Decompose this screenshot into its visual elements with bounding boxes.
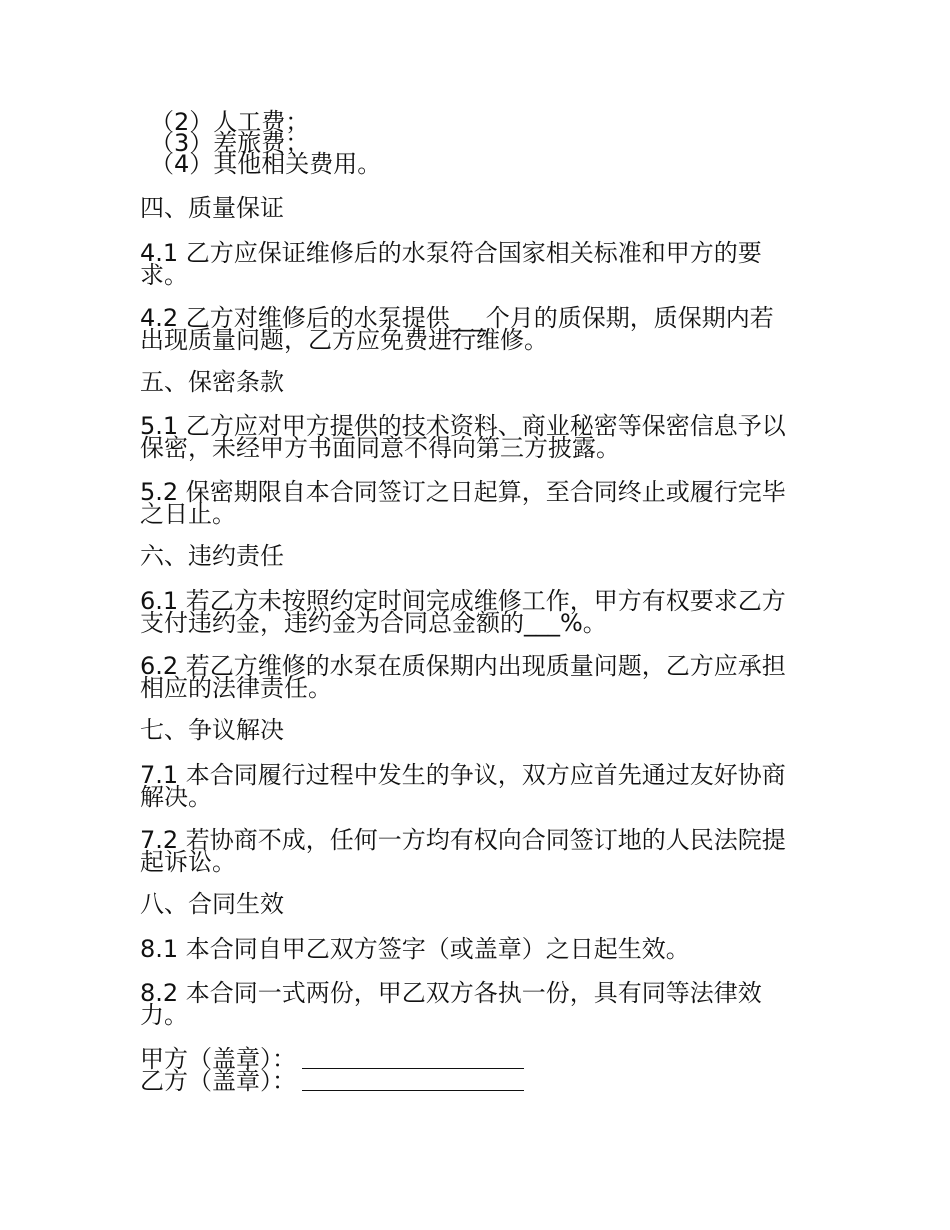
clause-4-2-line1: 4.2 乙方对维修后的水泵提供___个月的质保期，质保期内若 [140,304,774,332]
section-heading-liability: 六、违约责任 [140,542,284,570]
signature-party-b [140,1068,524,1093]
fee-item-labor: （2）人工费； [150,108,310,136]
clause-5-1-line2: 保密，未经甲方书面同意不得向第三方披露。 [140,434,620,462]
clause-4-2-line2: 出现质量问题，乙方应免费进行维修。 [140,326,548,354]
signature-party-b-label: 乙方（盖章）： [140,1067,296,1095]
clause-7-2-line1: 7.2 若协商不成，任何一方均有权向合同签订地的人民法院提 [140,826,786,854]
section-heading-confidentiality: 五、保密条款 [140,368,284,396]
section-heading-dispute: 七、争议解决 [140,716,284,744]
clause-6-1-line1: 6.1 若乙方未按照约定时间完成维修工作，甲方有权要求乙方 [140,587,786,615]
clause-5-1-line1: 5.1 乙方应对甲方提供的技术资料、商业秘密等保密信息予以 [140,412,786,440]
clause-6-1-line2: 支付违约金，违约金为合同总金额的___%。 [140,609,607,637]
clause-8-2-line2: 力。 [140,1001,188,1029]
fee-item-travel: （3）差旅费； [150,129,310,157]
clause-7-2-line2: 起诉讼。 [140,848,236,876]
section-heading-quality: 四、质量保证 [140,194,284,222]
clause-6-2-line2: 相应的法律责任。 [140,674,332,702]
clause-4-1-line2: 求。 [140,261,188,289]
clause-6-2-line1: 6.2 若乙方维修的水泵在质保期内出现质量问题，乙方应承担 [140,652,786,680]
clause-7-1-line1: 7.1 本合同履行过程中发生的争议，双方应首先通过友好协商 [140,761,786,789]
clause-4-1-line1: 4.1 乙方应保证维修后的水泵符合国家相关标准和甲方的要 [140,239,762,267]
clause-8-2-line1: 8.2 本合同一式两份，甲乙双方各执一份，具有同等法律效 [140,979,762,1007]
clause-7-1-line2: 解决。 [140,783,212,811]
signature-party-a-line[interactable] [302,1046,524,1069]
fee-item-other: （4）其他相关费用。 [150,150,382,178]
clause-8-1-line1: 8.1 本合同自甲乙双方签字（或盖章）之日起生效。 [140,935,690,963]
section-heading-effectiveness: 八、合同生效 [140,890,284,918]
clause-5-2-line1: 5.2 保密期限自本合同签订之日起算，至合同终止或履行完毕 [140,478,786,506]
signature-party-b-line[interactable] [302,1068,524,1091]
clause-5-2-line2: 之日止。 [140,500,236,528]
signature-party-a-label: 甲方（盖章）： [140,1045,296,1073]
